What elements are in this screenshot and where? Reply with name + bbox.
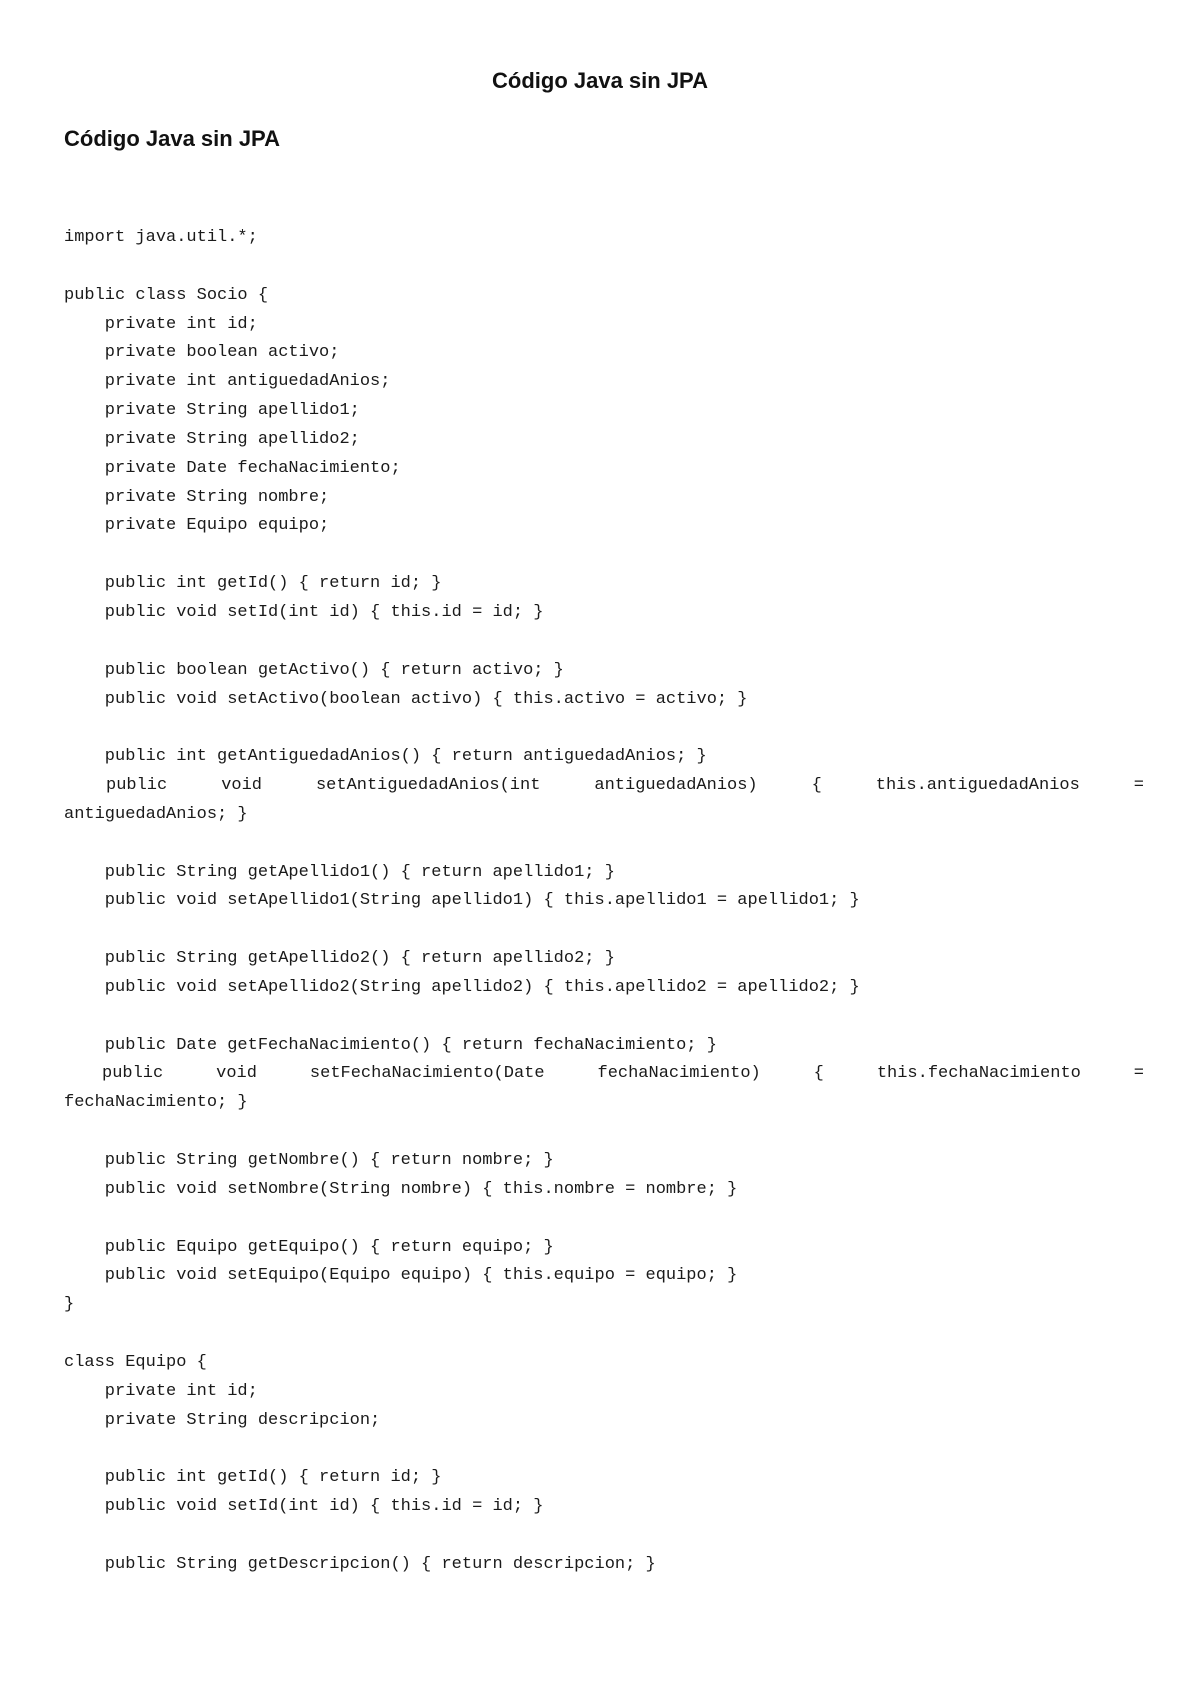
code-line: class Equipo {	[64, 1352, 207, 1372]
code-line	[64, 1522, 1144, 1551]
code-line: public String getDescripcion() { return descripcion; }	[64, 1554, 656, 1574]
code-line	[64, 830, 1144, 859]
code-line: public String getNombre() { return nombre; }	[64, 1151, 554, 1170]
code-line: public void setFechaNacimiento(Date fechaNacimiento) { this.fechaNacimiento =	[102, 1064, 1144, 1084]
code-block	[64, 224, 1144, 1580]
code-line: public void setNombre(String nombre) { this.nombre = nombre; }	[64, 1179, 738, 1199]
code-line	[64, 541, 1144, 570]
code-line: public class Socio {	[64, 285, 269, 305]
code-line	[64, 1003, 1144, 1032]
code-line	[64, 1435, 1144, 1464]
code-line	[64, 1118, 1144, 1147]
code-line: private String nombre;	[64, 487, 330, 507]
code-line: public int getId() { return id; }	[64, 574, 442, 594]
code-line	[64, 1205, 1144, 1234]
code-line: public void setEquipo(Equipo equipo) { this.equipo = equipo; }	[64, 1266, 738, 1286]
code-line: public void setId(int id) { this.id = id; }	[64, 602, 544, 622]
code-line: }	[64, 1295, 75, 1315]
code-line: public void setApellido1(String apellido1) { this.apellido1 = apellido1; }	[64, 891, 860, 911]
section-heading: Código Java sin JPA	[64, 126, 280, 151]
code-line: private int antiguedadAnios;	[64, 372, 391, 392]
code-line: private String apellido1;	[64, 401, 360, 421]
code-line	[64, 916, 1144, 945]
code-line: public int getAntiguedadAnios() { return antiguedadAnios; }	[64, 747, 707, 767]
code-line: private Date fechaNacimiento;	[64, 458, 401, 478]
code-line	[64, 628, 1144, 657]
code-line: private boolean activo;	[64, 343, 340, 363]
code-line: public void setApellido2(String apellido2) { this.apellido2 = apellido2; }	[64, 977, 860, 997]
code-line: import java.util.*;	[64, 228, 258, 247]
code-line	[64, 1320, 1144, 1349]
code-line: fechaNacimiento; }	[64, 1093, 248, 1113]
code-line: private String descripcion;	[64, 1410, 381, 1430]
document-title: Código Java sin JPA	[492, 68, 708, 93]
code-line	[64, 253, 1144, 282]
code-line: public void setActivo(boolean activo) { this.activo = activo; }	[64, 689, 748, 709]
code-line: public boolean getActivo() { return activo; }	[64, 660, 564, 680]
code-line: public String getApellido2() { return apellido2; }	[64, 949, 615, 969]
code-line: public String getApellido1() { return apellido1; }	[64, 862, 615, 882]
code-line: private Equipo equipo;	[64, 516, 330, 536]
code-line: public int getId() { return id; }	[64, 1468, 442, 1488]
code-line	[64, 714, 1144, 743]
code-line: private String apellido2;	[64, 429, 360, 449]
code-line: private int id;	[64, 1381, 258, 1401]
code-line: antiguedadAnios; }	[64, 804, 248, 824]
code-line: public void setAntiguedadAnios(int antiguedadAnios) { this.antiguedadAnios =	[106, 776, 1144, 796]
code-line: public void setId(int id) { this.id = id; }	[64, 1497, 544, 1517]
code-line: private int id;	[64, 314, 258, 334]
code-line: public Equipo getEquipo() { return equipo; }	[64, 1237, 554, 1257]
code-line: public Date getFechaNacimiento() { return fechaNacimiento; }	[64, 1035, 717, 1055]
